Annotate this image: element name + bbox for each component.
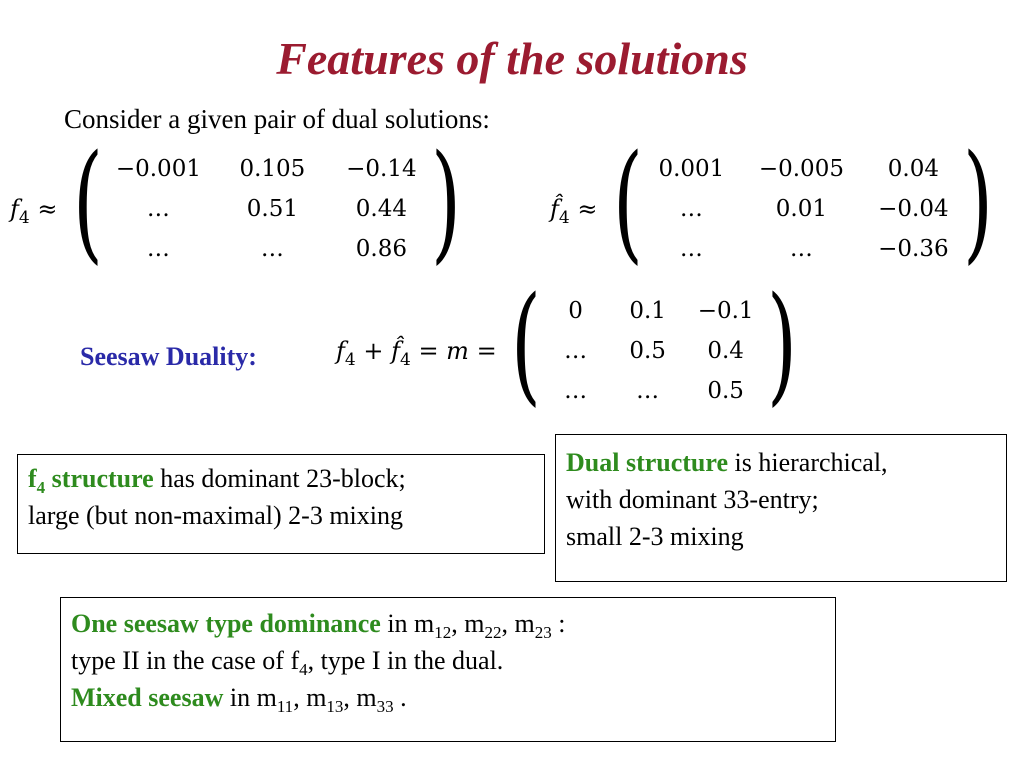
matrix-cell: … — [636, 378, 660, 404]
matrix-cell: −0.36 — [878, 236, 949, 262]
matrix-cell: 0 — [568, 298, 583, 324]
matrix-cell: −0.04 — [878, 196, 949, 222]
f4-structure-line2: large (but non-maximal) 2-3 mixing — [28, 500, 403, 530]
seesaw-dominance-line1: One seesaw type dominance in $m_{12}$, $m_{22}$, $m_{23}$ : — [71, 609, 566, 643]
f4-label: $f_4$ ≈ — [10, 195, 58, 228]
slide-title: Features of the solutions — [276, 33, 748, 84]
matrix-cell: … — [679, 196, 703, 222]
matrix-cell: −0.005 — [758, 156, 844, 182]
dual-structure-highlight: Dual structure — [566, 448, 729, 477]
matrix-cell: 0.01 — [775, 196, 828, 222]
right-paren: ) — [766, 270, 797, 419]
f4-structure-line1: $f_4$ structure has dominant 23-block; — [28, 464, 406, 498]
dual-structure-line1: Dual structure is hierarchical, — [566, 448, 888, 477]
matrix-cell: 0.86 — [355, 236, 408, 262]
left-paren: ( — [613, 128, 644, 277]
m-matrix-grid — [551, 292, 757, 410]
matrix-cell: 0.5 — [707, 378, 744, 404]
left-paren: ( — [510, 270, 541, 419]
matrix-cell: … — [564, 378, 588, 404]
matrix-cell: … — [789, 236, 813, 262]
matrix-cell: 0.105 — [239, 156, 306, 182]
seesaw-eq-lhs: $f_4$ + $f̂_4 = m$ = — [336, 337, 497, 370]
dual-structure-box — [555, 434, 1007, 582]
seesaw-dominance-line2: type II in the case of $f_4$, type I in the dual. — [71, 645, 504, 680]
dual-structure-line2: with dominant 33-entry; — [566, 484, 819, 514]
f4-structure-box — [17, 454, 545, 554]
matrix-cell: −0.001 — [115, 156, 201, 182]
left-paren: ( — [73, 128, 104, 277]
matrix-cell: 0.1 — [629, 298, 666, 324]
matrix-cell: … — [564, 338, 588, 364]
right-paren: ) — [431, 128, 462, 277]
matrix-cell: … — [146, 236, 170, 262]
f4hat-matrix-equation — [550, 128, 1003, 277]
matrix-cell: 0.04 — [887, 156, 940, 182]
matrix-cell: 0.5 — [629, 338, 666, 364]
matrix-cell: 0.4 — [707, 338, 744, 364]
matrix-cell: … — [260, 236, 284, 262]
f4-matrix-equation — [10, 128, 471, 277]
seesaw-duality-label: Seesaw Duality: — [80, 342, 257, 371]
intro-text: Consider a given pair of dual solutions: — [64, 104, 490, 134]
matrix-cell: −0.1 — [697, 298, 754, 324]
seesaw-dominance-line3: Mixed seesaw in $m_{11}$, $m_{13}$, $m_{33}$ . — [71, 682, 407, 716]
right-paren: ) — [963, 128, 994, 277]
seesaw-equation — [336, 270, 807, 419]
f4-structure-highlight: $f_4$ structure — [28, 464, 154, 498]
matrix-cell: 0.001 — [658, 156, 725, 182]
f4-matrix-grid — [113, 150, 421, 268]
matrix-cell: 0.51 — [246, 196, 299, 222]
dual-structure-line3: small 2-3 mixing — [566, 521, 744, 551]
matrix-cell: −0.14 — [346, 156, 417, 182]
matrix-cell: … — [679, 236, 703, 262]
matrix-cell: 0.44 — [355, 196, 408, 222]
seesaw-dominance-box — [60, 597, 836, 742]
f4hat-label: $f̂_4$ ≈ — [550, 195, 598, 228]
f4hat-matrix-grid — [653, 150, 953, 268]
matrix-cell: … — [146, 196, 170, 222]
